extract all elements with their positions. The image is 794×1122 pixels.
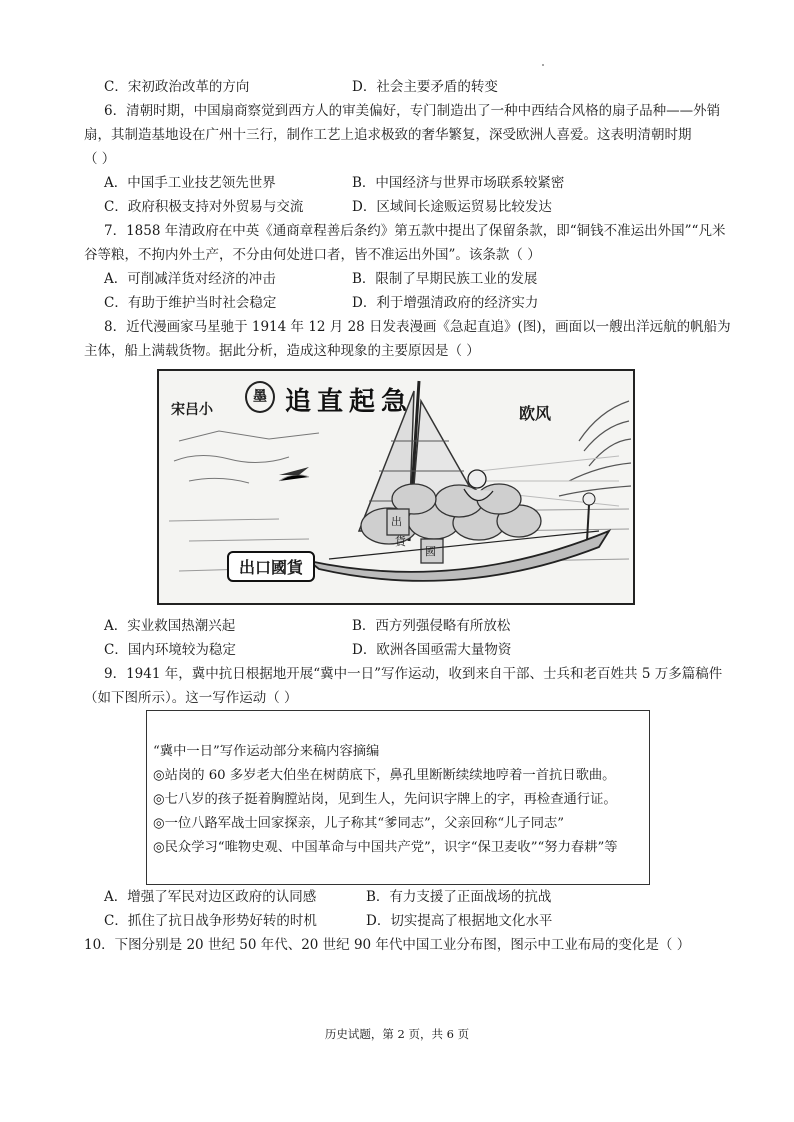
cargo-char-2: 貨 [395, 535, 406, 548]
q6-option-d[interactable]: D．区域间长途贩运贸易比较发达 [352, 199, 552, 215]
q6-stem-line-3: （ ） [84, 151, 116, 167]
excerpt-line-2: ◎七八岁的孩子挺着胸膛站岗，见到生人，先问识字牌上的字，再检查通行证。 [153, 792, 617, 807]
q8-option-b[interactable]: B．西方列强侵略有所放松 [352, 618, 511, 634]
q9-option-d[interactable]: D．切实提高了根据地文化水平 [366, 913, 553, 929]
q9-excerpt-box [146, 710, 650, 885]
q9-option-a[interactable]: A．增强了军民对边区政府的认同感 [104, 889, 317, 905]
excerpt-title: “冀中一日”写作运动部分来稿内容摘编 [153, 744, 380, 759]
q10-stem: 10．下图分别是 20 世纪 50 年代、20 世纪 90 年代中国工业分布图，图示中工业布局的变化是（ ） [84, 937, 691, 953]
q8-stem-line-2: 主体，船上满载货物。据此分析，造成这种现象的主要原因是（ ） [84, 343, 480, 359]
cartoon-title: 追直起急 [285, 387, 414, 417]
excerpt-line-3: ◎一位八路军战士回家探亲，儿子称其“爹同志”，父亲回称“儿子同志” [153, 816, 565, 831]
page-footer: 历史试题，第 2 页，共 6 页 [324, 1027, 470, 1041]
cartoon-caption: 出口國貨 [227, 551, 315, 582]
q8-option-d[interactable]: D．欧洲各国亟需大量物资 [352, 642, 512, 658]
q6-option-c[interactable]: C．政府积极支持对外贸易与交流 [104, 199, 304, 215]
q7-option-a[interactable]: A．可削减洋货对经济的冲击 [104, 271, 276, 287]
cartoon-author: 宋吕小 [171, 402, 213, 418]
excerpt-line-4: ◎民众学习“唯物史观、中国革命与中国共产党”，识字“保卫麦收”“努力春耕”等 [153, 840, 618, 855]
q6-option-b[interactable]: B．中国经济与世界市场联系较紧密 [352, 175, 565, 191]
cargo-char-1: 出 [391, 515, 402, 528]
q5-option-c[interactable]: C．宋初政治改革的方向 [104, 79, 250, 95]
q6-option-a[interactable]: A．中国手工业技艺领先世界 [104, 175, 276, 191]
cartoon-wind-label: 欧风 [519, 404, 552, 423]
q9-option-c[interactable]: C．抓住了抗日战争形势好转的时机 [104, 913, 317, 929]
cargo-char-3: 國 [425, 545, 436, 558]
excerpt-line-1: ◎站岗的 60 多岁老大伯坐在树荫底下，鼻孔里断断续续地哼着一首抗日歌曲。 [153, 768, 616, 783]
q6-stem-line-1: 6．清朝时期，中国扇商察觉到西方人的审美偏好，专门制造出了一种中西结合风格的扇子品种——外销 [104, 103, 721, 119]
q8-option-a[interactable]: A．实业救国热潮兴起 [104, 618, 236, 634]
q7-option-d[interactable]: D．利于增强清政府的经济实力 [352, 295, 539, 311]
q7-option-c[interactable]: C．有助于维护当时社会稳定 [104, 295, 277, 311]
q8-stem-line-1: 8．近代漫画家马星驰于 1914 年 12 月 28 日发表漫画《急起直追》(图)，画面以一艘出洋远航的帆船为 [104, 319, 731, 335]
q6-stem-line-2: 扇，其制造基地设在广州十三行，制作工艺上追求极致的奢华繁复，深受欧洲人喜爱。这表明清朝时期 [84, 127, 692, 143]
q9-option-b[interactable]: B．有力支援了正面战场的抗战 [366, 889, 552, 905]
q9-stem-line-2: （如下图所示）。这一写作运动（ ） [84, 690, 298, 706]
q5-option-d[interactable]: D．社会主要矛盾的转变 [352, 79, 498, 95]
cartoon-seal: 墨 [245, 381, 275, 413]
cartoon-figure [157, 369, 635, 605]
q7-option-b[interactable]: B．限制了早期民族工业的发展 [352, 271, 538, 287]
q8-option-c[interactable]: C．国内环境较为稳定 [104, 642, 236, 658]
q7-stem-line-1: 7．1858 年清政府在中英《通商章程善后条约》第五款中提出了保留条款，即“铜钱不准运出外国”“凡米 [104, 223, 726, 239]
q9-stem-line-1: 9．1941 年，冀中抗日根据地开展“冀中一日”写作运动，收到来自干部、士兵和老百姓共 5 万多篇稿件 [104, 666, 723, 682]
scan-dot [542, 64, 544, 66]
q7-stem-line-2: 谷等粮，不拘内外土产，不分由何处进口者，皆不准运出外国”。该条款（ ） [84, 247, 541, 263]
